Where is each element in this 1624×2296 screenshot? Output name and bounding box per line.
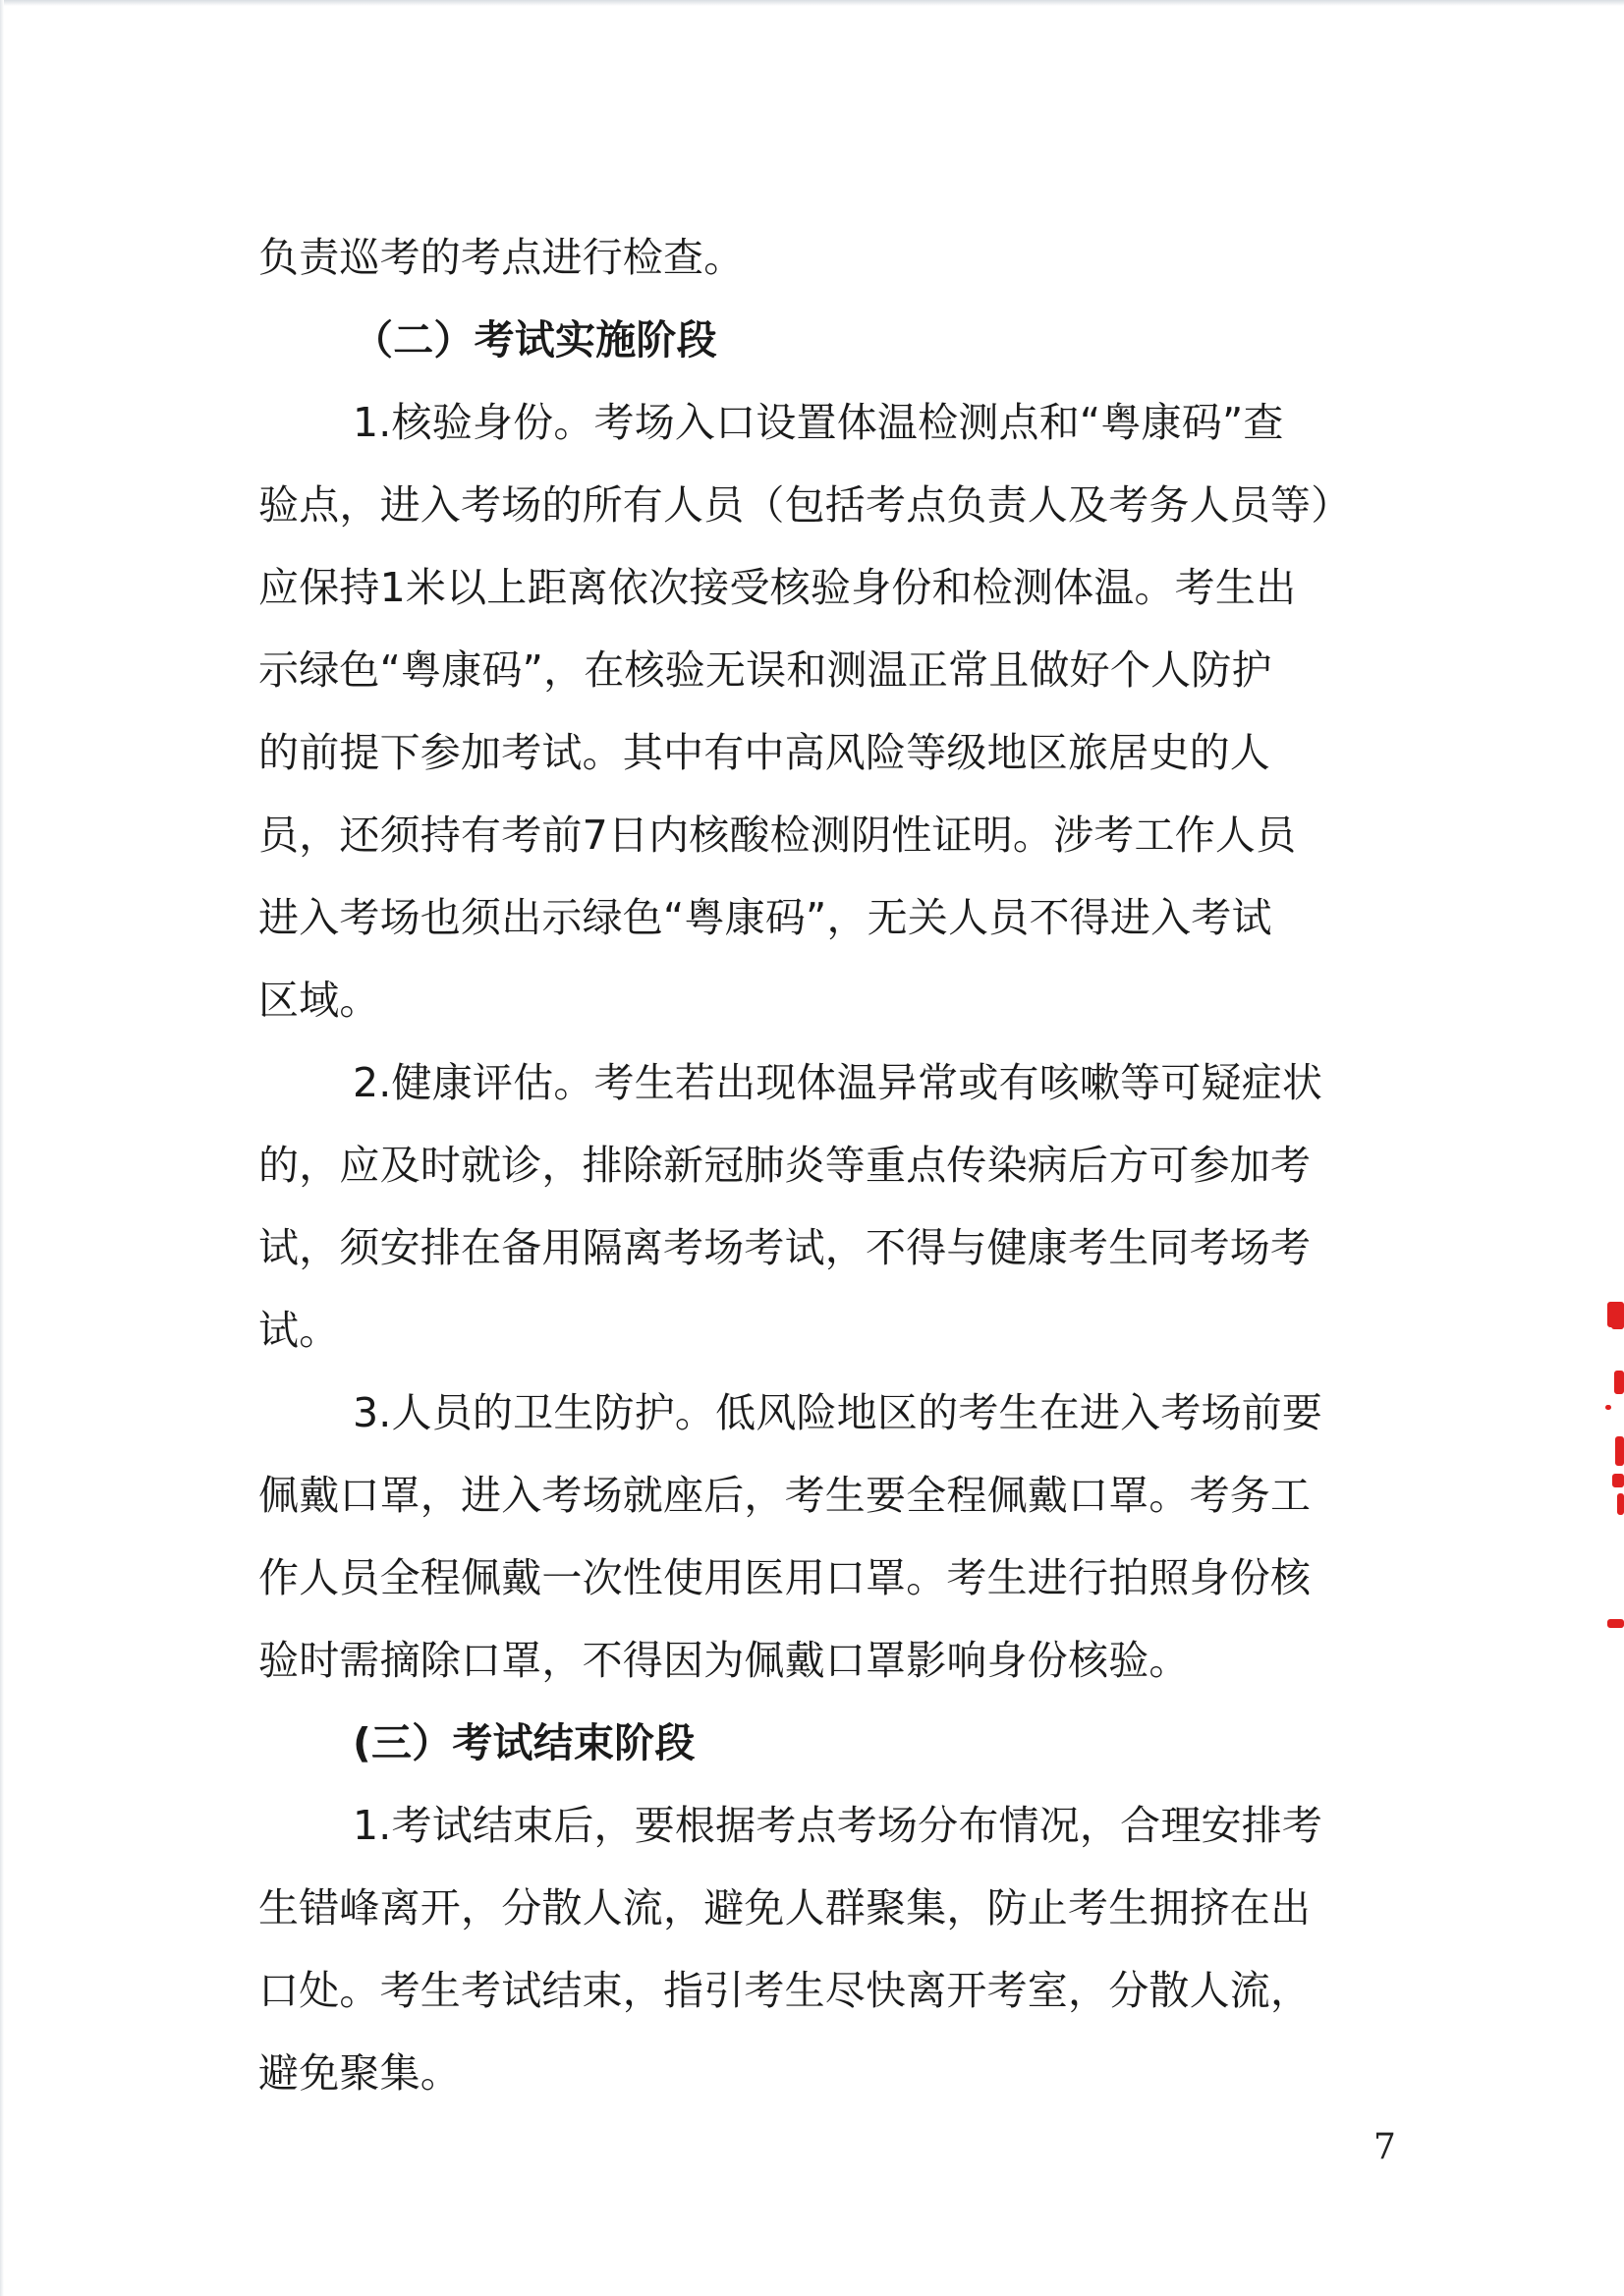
- body-line: 口处。考生考试结束，指引考生尽快离开考室，分散人流，: [258, 1967, 1312, 2014]
- body-line: 员，还须持有考前7日内核酸检测阴性证明。涉考工作人员: [258, 812, 1297, 859]
- body-line: 试，须安排在备用隔离考场考试，不得与健康考生同考场考: [258, 1224, 1312, 1271]
- body-line: 验点，进入考场的所有人员（包括考点负责人及考务人员等）: [258, 481, 1352, 529]
- body-line: 避免聚集。: [258, 2049, 461, 2097]
- body-line: 佩戴口罩，进入考场就座后，考生要全程佩戴口罩。考务工: [258, 1472, 1312, 1519]
- page-number: 7: [1373, 2127, 1396, 2167]
- paragraph-start-identity-check: 1.核验身份。考场入口设置体温检测点和“粤康码”查: [353, 399, 1284, 446]
- body-line: 作人员全程佩戴一次性使用医用口罩。考生进行拍照身份核: [258, 1554, 1312, 1601]
- body-line: 生错峰离开，分散人流，避免人群聚集，防止考生拥挤在出: [258, 1884, 1312, 1932]
- body-line: 示绿色“粤康码”，在核验无误和测温正常且做好个人防护: [258, 646, 1272, 694]
- section-heading-implementation: （二）考试实施阶段: [353, 316, 717, 364]
- body-line: 应保持1米以上距离依次接受核验身份和检测体温。考生出: [258, 564, 1297, 611]
- paragraph-start-exam-end: 1.考试结束后，要根据考点考场分布情况，合理安排考: [353, 1802, 1323, 1849]
- body-line: 区域。: [258, 977, 380, 1024]
- body-line: 的前提下参加考试。其中有中高风险等级地区旅居史的人: [258, 729, 1270, 776]
- scan-edge-top: [0, 0, 1624, 6]
- body-line: 进入考场也须出示绿色“粤康码”，无关人员不得进入考试: [258, 894, 1272, 941]
- paragraph-start-health-assessment: 2.健康评估。考生若出现体温异常或有咳嗽等可疑症状: [353, 1059, 1323, 1106]
- body-line: 的，应及时就诊，排除新冠肺炎等重点传染病后方可参加考: [258, 1142, 1312, 1189]
- body-line: 试。: [258, 1307, 340, 1354]
- section-heading-exam-end: (三）考试结束阶段: [353, 1719, 696, 1766]
- body-line: 验时需摘除口罩，不得因为佩戴口罩影响身份核验。: [258, 1637, 1190, 1684]
- paragraph-start-hygiene-protection: 3.人员的卫生防护。低风险地区的考生在进入考场前要: [353, 1389, 1323, 1436]
- document-body: [258, 216, 1393, 2114]
- body-line: 负责巡考的考点进行检查。: [258, 234, 745, 281]
- scan-edge-left: [0, 0, 4, 2296]
